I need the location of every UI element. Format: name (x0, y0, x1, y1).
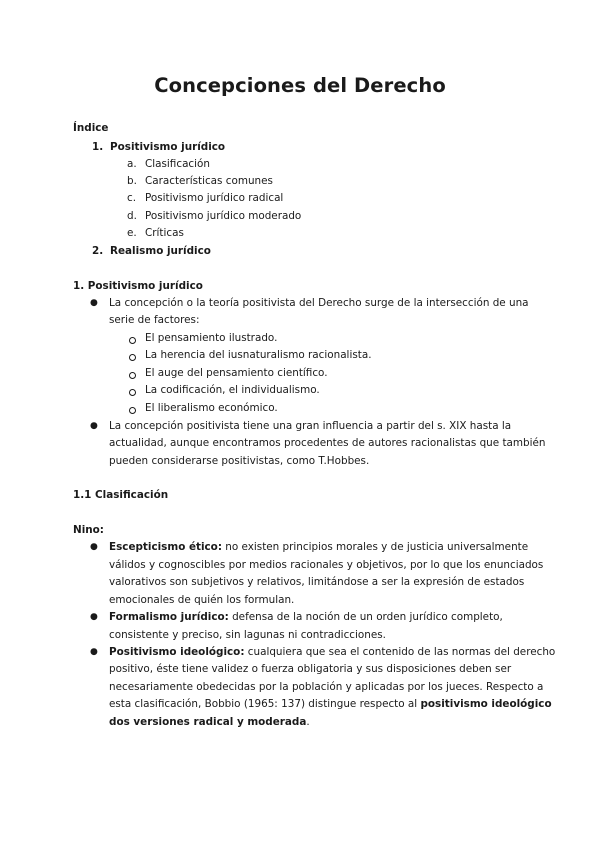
paragraph-line: consistente y preciso, sin lagunas ni contradicciones. (109, 629, 386, 641)
index-sub-label: Características comunes (145, 175, 273, 187)
index-sub-letter: d. (127, 210, 137, 222)
circle-bullet-icon (129, 372, 136, 379)
bullet-dot-icon: ● (90, 542, 98, 552)
emphasis: positivismo ideológico (420, 698, 552, 710)
index-item-1-label: Positivismo jurídico (110, 141, 226, 153)
text: no existen principios morales y de justicia universalmente (221, 541, 529, 553)
paragraph-line: emocionales de quién los formulan. (109, 594, 295, 606)
circle-bullet-icon (129, 354, 136, 361)
text: cualquiera que sea el contenido de las normas del derecho (244, 646, 556, 658)
index-heading: Índice (73, 122, 109, 134)
index-sub-letter: c. (127, 192, 137, 204)
term: Positivismo ideológico: (109, 646, 245, 658)
index-item-2-num: 2. (92, 245, 104, 257)
paragraph-line (109, 609, 503, 627)
index-sub-label: Positivismo jurídico moderado (145, 210, 302, 222)
paragraph-line: actualidad, aunque encontramos procedentes de autores racionalistas que también (109, 437, 546, 449)
circle-bullet-icon (129, 337, 136, 344)
section-1-heading: 1. Positivismo jurídico (73, 280, 203, 292)
index-sub-letter: b. (127, 175, 137, 187)
paragraph-line: positivo, éste tiene validez o fuerza obligatoria y sus disposiciones deben ser (109, 663, 512, 675)
paragraph-line: pueden considerarse positivistas, como T.Hobbes. (109, 455, 370, 467)
circle-bullet-icon (129, 407, 136, 414)
list-item: El liberalismo económico. (145, 402, 278, 414)
list-item: La herencia del iusnaturalismo racionalista. (145, 349, 372, 361)
bullet-dot-icon: ● (90, 612, 98, 622)
bullet-dot-icon: ● (90, 298, 98, 308)
bullet-dot-icon: ● (90, 647, 98, 657)
index-sub-label: Positivismo jurídico radical (145, 192, 284, 204)
text: . (306, 716, 310, 728)
index-item-2-label: Realismo jurídico (110, 245, 211, 257)
paragraph-line: necesariamente obedecidas por la población y aplicadas por los jueces. Respecto a (109, 681, 544, 693)
index-sub-label: Clasificación (145, 158, 210, 170)
term: Escepticismo ético: (109, 541, 222, 553)
nino-label: Nino: (73, 524, 104, 536)
paragraph-line: serie de factores: (109, 314, 200, 326)
circle-bullet-icon (129, 389, 136, 396)
paragraph-line: válidos y cognoscibles por medios racionales y objetivos, por lo que los enunciados (109, 559, 544, 571)
index-item-1-num: 1. (92, 141, 104, 153)
emphasis: dos versiones radical y moderada (109, 716, 307, 728)
paragraph-line (109, 696, 552, 714)
paragraph-line (109, 714, 310, 732)
bullet-dot-icon: ● (90, 421, 98, 431)
list-item: El auge del pensamiento científico. (145, 367, 328, 379)
index-sub-letter: a. (127, 158, 137, 170)
list-item: La codificación, el individualismo. (145, 384, 320, 396)
paragraph-line: La concepción o la teoría positivista del Derecho surge de la intersección de una (109, 297, 529, 309)
paragraph-line (109, 644, 555, 662)
text: esta clasificación, Bobbio (1965: 137) distingue respecto al (109, 698, 421, 710)
section-1-1-heading: 1.1 Clasificación (73, 489, 169, 501)
document-title: Concepciones del Derecho (154, 74, 446, 97)
paragraph-line: valorativos son subjetivos y relativos, limitándose a ser la expresión de estados (109, 576, 525, 588)
paragraph-line (109, 539, 528, 557)
index-sub-letter: e. (127, 227, 137, 239)
paragraph-line: La concepción positivista tiene una gran influencia a partir del s. XIX hasta la (109, 420, 512, 432)
list-item: El pensamiento ilustrado. (145, 332, 278, 344)
term: Formalismo jurídico: (109, 611, 229, 623)
index-sub-label: Críticas (145, 227, 184, 239)
text: defensa de la noción de un orden jurídico completo, (228, 611, 503, 623)
